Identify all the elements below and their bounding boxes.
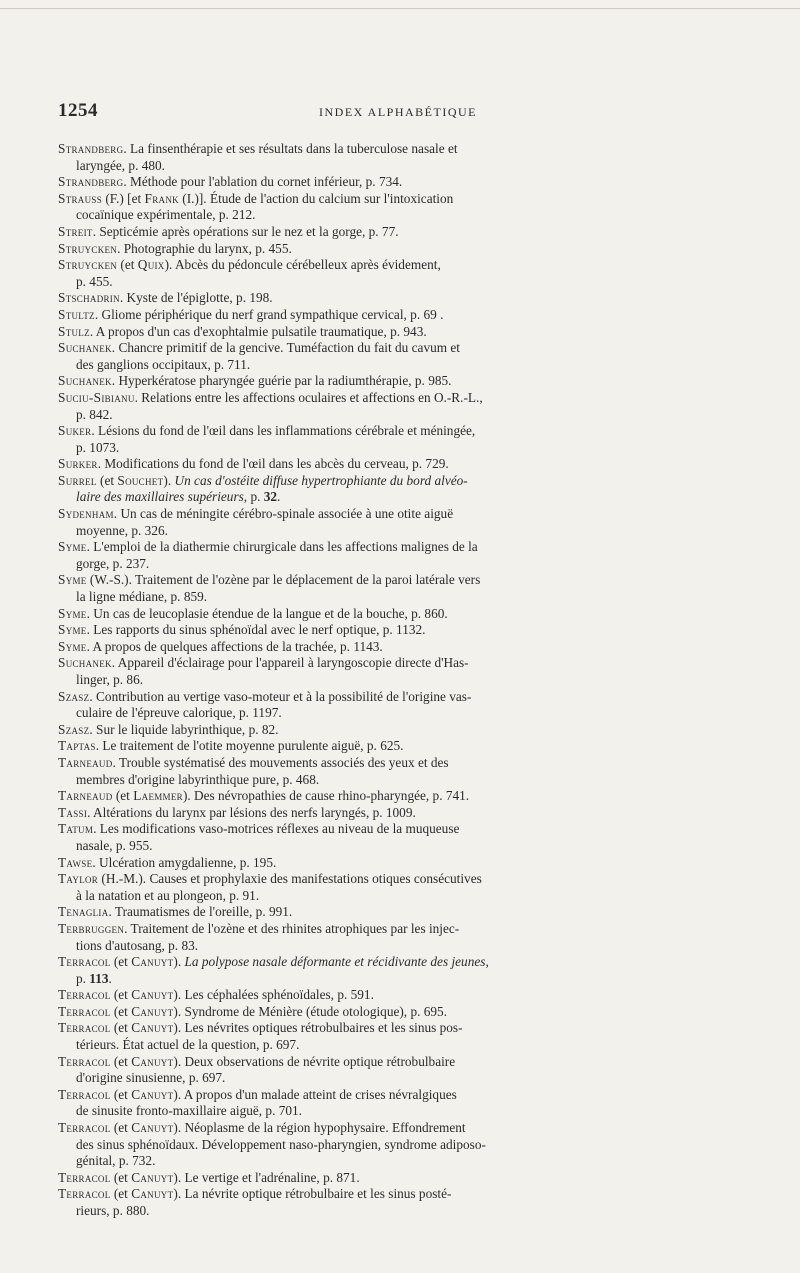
entry-continuation-line <box>58 1203 740 1220</box>
index-entry <box>58 1120 740 1170</box>
entry-first-line <box>58 373 740 390</box>
author-name: Syme <box>58 605 87 621</box>
index-entry <box>58 257 740 290</box>
entry-text: . Ulcération amygdalienne, p. 195. <box>92 854 277 870</box>
index-entry <box>58 655 740 688</box>
entry-text: . <box>277 489 281 505</box>
entry-text: ). Abcès du pédoncule cérébelleux après évidement, <box>164 257 441 273</box>
entry-first-line <box>58 606 740 623</box>
author-name: Syme <box>58 539 87 555</box>
entry-text: (et <box>110 1003 132 1019</box>
entry-text: . Contribution au vertige vaso-moteur et à la possibilité de l'origine vas- <box>89 688 472 704</box>
entry-text: . La finsenthérapie et ses résultats dans la tuberculose nasale et <box>123 141 458 156</box>
entry-text: tions d'autosang, p. 83. <box>76 937 199 953</box>
entry-continuation-line <box>58 838 740 855</box>
entry-text: génital, p. 732. <box>76 1153 156 1169</box>
index-entry <box>58 755 740 788</box>
author-name: Terracol <box>58 1186 111 1202</box>
author-name: Canuyt <box>131 954 174 970</box>
entry-text: ). Les céphalées sphénoïdales, p. 591. <box>173 987 374 1003</box>
entry-text: . Un cas de méningite cérébro-spinale associée à une otite aiguë <box>113 506 454 522</box>
index-entry <box>58 1004 740 1021</box>
author-name: Terracol <box>58 1053 111 1069</box>
entry-text: (et <box>117 257 138 273</box>
entry-first-line <box>58 423 740 440</box>
index-entry <box>58 1087 740 1120</box>
entry-text: . A propos de quelques affections de la trachée, p. 1143. <box>86 638 383 654</box>
entry-continuation-line <box>58 1037 740 1054</box>
author-name: Terracol <box>58 1003 111 1019</box>
entry-first-line <box>58 191 740 208</box>
author-name: Suchanek <box>58 373 112 389</box>
author-name: Frank <box>144 190 179 206</box>
entry-text: (et <box>110 987 132 1003</box>
entry-text: . Photographie du larynx, p. 455. <box>117 240 292 256</box>
index-entries <box>58 141 740 1220</box>
entry-text: p. 455. <box>76 273 113 289</box>
author-name: Canuyt <box>131 1086 174 1102</box>
index-entry <box>58 871 740 904</box>
entry-first-line <box>58 1120 740 1137</box>
entry-continuation-line <box>58 207 740 224</box>
page-header <box>58 100 738 126</box>
entry-first-line <box>58 324 740 341</box>
author-name: Taptas <box>58 738 96 754</box>
author-name: Syme <box>58 638 87 654</box>
author-name: Surker <box>58 456 98 472</box>
entry-text: ). Le vertige et l'adrénaline, p. 871. <box>173 1169 360 1185</box>
entry-continuation-line <box>58 938 740 955</box>
author-name: Laemmer <box>133 788 183 804</box>
entry-continuation-line <box>58 440 740 457</box>
entry-text: . Gliome périphérique du nerf grand sympathique cervical, p. 69 . <box>94 306 444 322</box>
entry-text: . Chancre primitif de la gencive. Tuméfaction du fait du cavum et <box>111 340 461 356</box>
entry-text: (I.)]. Étude de l'action du calcium sur l'intoxication <box>178 190 454 206</box>
author-name: Strandberg <box>58 174 124 190</box>
index-entry <box>58 324 740 341</box>
entry-first-line <box>58 506 740 523</box>
volume-ref: 113 <box>89 970 109 986</box>
entry-first-line <box>58 572 740 589</box>
entry-first-line <box>58 1054 740 1071</box>
index-entry <box>58 954 740 987</box>
entry-text: linger, p. 86. <box>76 672 144 687</box>
entry-continuation-line <box>58 274 740 291</box>
entry-text: . Modifications du fond de l'œil dans les abcès du cerveau, p. 729. <box>97 456 449 472</box>
index-entry <box>58 423 740 456</box>
author-name: Terracol <box>58 954 111 970</box>
entry-text: , p. <box>243 489 264 505</box>
author-name: Suchanek <box>58 655 112 671</box>
entry-text: la ligne médiane, p. 859. <box>76 589 208 605</box>
index-entry <box>58 373 740 390</box>
entry-continuation-line <box>58 772 740 789</box>
index-entry <box>58 572 740 605</box>
page-number: 1254 <box>58 100 98 121</box>
index-entry <box>58 1054 740 1087</box>
author-name: Struycken <box>58 257 118 273</box>
index-entry <box>58 987 740 1004</box>
entry-text: membres d'origine labyrinthique pure, p. 468. <box>76 771 320 787</box>
entry-text: (et <box>110 1020 132 1036</box>
index-entry <box>58 307 740 324</box>
author-name: Szasz <box>58 721 90 737</box>
author-name: Streit <box>58 223 93 239</box>
entry-text: (et <box>110 1053 132 1069</box>
index-entry <box>58 539 740 572</box>
author-name: Surrel <box>58 472 97 488</box>
entry-continuation-line <box>58 1070 740 1087</box>
entry-text: . Lésions du fond de l'œil dans les inflammations cérébrale et méningée, <box>91 423 476 439</box>
author-name: Stulz <box>58 323 90 339</box>
entry-text: . Traumatismes de l'oreille, p. 991. <box>108 904 293 920</box>
entry-text: de sinusite fronto-maxillaire aiguë, p. 701. <box>76 1103 302 1119</box>
index-entry <box>58 855 740 872</box>
author-name: Sydenham <box>58 506 114 522</box>
author-name: Canuyt <box>131 1186 174 1202</box>
entry-text: (H.-M.). Causes et prophylaxie des manifestations otiques consécutives <box>98 871 482 887</box>
entry-first-line <box>58 722 740 739</box>
index-entry <box>58 821 740 854</box>
entry-text: (et <box>110 1169 132 1185</box>
author-name: Canuyt <box>131 1169 174 1185</box>
entry-first-line <box>58 871 740 888</box>
entry-first-line <box>58 456 740 473</box>
index-entry <box>58 805 740 822</box>
index-entry <box>58 224 740 241</box>
entry-first-line <box>58 755 740 772</box>
entry-first-line <box>58 307 740 324</box>
entry-text: ). Les névrites optiques rétrobulbaires et les sinus pos- <box>173 1020 463 1036</box>
entry-first-line <box>58 340 740 357</box>
entry-continuation-line <box>58 1103 740 1120</box>
entry-text: (et <box>110 954 132 970</box>
entry-text: . Relations entre les affections oculaires et affections en O.-R.-L., <box>134 389 483 405</box>
entry-continuation-line <box>58 888 740 905</box>
author-name: Strauss <box>58 190 103 206</box>
entry-first-line <box>58 805 740 822</box>
author-name: Stschadrin <box>58 290 120 306</box>
entry-text: térieurs. État actuel de la question, p. 697. <box>76 1037 300 1053</box>
page-edge-line <box>0 8 800 9</box>
index-entry <box>58 1186 740 1219</box>
entry-text: (et <box>96 472 118 488</box>
entry-text: culaire de l'épreuve calorique, p. 1197. <box>76 705 282 721</box>
entry-continuation-line <box>58 158 740 175</box>
entry-text: ). <box>163 472 175 488</box>
author-name: Szasz <box>58 688 90 704</box>
index-entry <box>58 788 740 805</box>
entry-text: ). Néoplasme de la région hypophysaire. Effondrement <box>173 1120 466 1136</box>
index-entry <box>58 506 740 539</box>
entry-first-line <box>58 622 740 639</box>
entry-continuation-line <box>58 672 740 689</box>
index-entry <box>58 191 740 224</box>
entry-text: p. 842. <box>76 406 113 422</box>
author-name: Strandberg <box>58 141 124 156</box>
entry-first-line <box>58 855 740 872</box>
entry-first-line <box>58 290 740 307</box>
author-name: Terracol <box>58 987 111 1003</box>
index-entry <box>58 689 740 722</box>
entry-first-line <box>58 1170 740 1187</box>
author-name: Terracol <box>58 1120 111 1136</box>
entry-text: ). La névrite optique rétrobulbaire et les sinus posté- <box>173 1186 452 1202</box>
author-name: Terracol <box>58 1169 111 1185</box>
entry-text: . Septicémie après opérations sur le nez et la gorge, p. 77. <box>92 223 399 239</box>
entry-text: (W.-S.). Traitement de l'ozène par le déplacement de la paroi latérale vers <box>86 572 481 588</box>
index-entry <box>58 456 740 473</box>
entry-first-line <box>58 473 740 490</box>
index-entry <box>58 174 740 191</box>
entry-text: (F.) [et <box>102 190 145 206</box>
index-entry <box>58 1020 740 1053</box>
entry-continuation-line <box>58 1153 740 1170</box>
entry-text: . Traitement de l'ozène et des rhinites atrophiques par les injec- <box>124 920 460 936</box>
index-entry <box>58 921 740 954</box>
entry-text: des sinus sphénoïdaux. Développement naso-pharyngien, syndrome adiposo- <box>76 1136 486 1152</box>
entry-text: , <box>485 954 489 970</box>
author-name: Suciu-Sibianu <box>58 389 135 405</box>
entry-text: ). A propos d'un malade atteint de crises névralgiques <box>173 1086 457 1102</box>
entry-text: à la natation et au plongeon, p. 91. <box>76 887 260 903</box>
entry-first-line <box>58 390 740 407</box>
entry-continuation-line <box>58 705 740 722</box>
entry-text: . Appareil d'éclairage pour l'appareil à laryngoscopie directe d'Has- <box>111 655 469 671</box>
entry-first-line <box>58 639 740 656</box>
entry-text: p. <box>76 970 90 986</box>
author-name: Struycken <box>58 240 118 256</box>
entry-first-line <box>58 241 740 258</box>
entry-text: . A propos d'un cas d'exophtalmie pulsatile traumatique, p. 943. <box>89 323 427 339</box>
index-entry <box>58 904 740 921</box>
entry-text: . L'emploi de la diathermie chirurgicale dans les affections malignes de la <box>86 539 478 555</box>
author-name: Syme <box>58 622 87 638</box>
entry-text: . <box>108 970 112 986</box>
author-name: Tatum <box>58 821 94 837</box>
author-name: Stultz <box>58 306 95 322</box>
entry-continuation-line <box>58 971 740 988</box>
title-italic: La polypose nasale déformante et récidivante des jeunes <box>184 954 486 970</box>
author-name: Tassi <box>58 804 88 820</box>
entry-first-line <box>58 921 740 938</box>
index-entry <box>58 606 740 623</box>
entry-first-line <box>58 1087 740 1104</box>
entry-text: ). Deux observations de névrite optique rétrobulbaire <box>173 1053 456 1069</box>
author-name: Canuyt <box>131 1053 174 1069</box>
index-entry <box>58 738 740 755</box>
entry-text: nasale, p. 955. <box>76 837 153 853</box>
index-entry <box>58 622 740 639</box>
author-name: Tarneaud <box>58 788 113 804</box>
entry-text: . Sur le liquide labyrinthique, p. 82. <box>89 721 279 737</box>
entry-text: . Altérations du larynx par lésions des nerfs laryngés, p. 1009. <box>87 804 416 820</box>
entry-first-line <box>58 539 740 556</box>
entry-first-line <box>58 904 740 921</box>
entry-first-line <box>58 257 740 274</box>
entry-text: p. 1073. <box>76 439 120 455</box>
index-entry <box>58 1170 740 1187</box>
entry-continuation-line <box>58 1137 740 1154</box>
author-name: Taylor <box>58 871 99 887</box>
entry-text: . Les rapports du sinus sphénoïdal avec le nerf optique, p. 1132. <box>86 622 426 638</box>
index-entry <box>58 241 740 258</box>
entry-text: . Le traitement de l'otite moyenne purulente aiguë, p. 625. <box>95 738 404 754</box>
entry-continuation-line <box>58 407 740 424</box>
entry-text: (et <box>110 1120 132 1136</box>
index-entry <box>58 390 740 423</box>
entry-first-line <box>58 738 740 755</box>
entry-first-line <box>58 174 740 191</box>
entry-text: (et <box>112 788 134 804</box>
author-name: Tenaglia <box>58 904 109 920</box>
author-name: Canuyt <box>131 1120 174 1136</box>
author-name: Souchet <box>117 472 164 488</box>
author-name: Terbruggen <box>58 920 125 936</box>
entry-text: gorge, p. 237. <box>76 555 150 571</box>
author-name: Suchanek <box>58 340 112 356</box>
title-italic: laire des maxillaires supérieurs <box>76 489 244 505</box>
entry-first-line <box>58 987 740 1004</box>
index-entry <box>58 639 740 656</box>
entry-first-line <box>58 224 740 241</box>
author-name: Tawse <box>58 854 93 870</box>
author-name: Tarneaud <box>58 754 113 770</box>
entry-text: d'origine sinusienne, p. 697. <box>76 1070 226 1086</box>
entry-text: moyenne, p. 326. <box>76 522 168 538</box>
entry-text: (et <box>110 1186 132 1202</box>
author-name: Terracol <box>58 1020 111 1036</box>
title-italic: Un cas d'ostéite diffuse hypertrophiante du bord alvéo- <box>174 472 468 488</box>
index-entry <box>58 290 740 307</box>
entry-first-line <box>58 141 740 158</box>
author-name: Terracol <box>58 1086 111 1102</box>
author-name: Canuyt <box>131 1020 174 1036</box>
author-name: Suker <box>58 423 92 439</box>
author-name: Quix <box>137 257 165 273</box>
entry-text: (et <box>110 1086 132 1102</box>
entry-first-line <box>58 788 740 805</box>
entry-text: . Les modifications vaso-motrices réflexes au niveau de la muqueuse <box>93 821 460 837</box>
entry-text: rieurs, p. 880. <box>76 1203 150 1218</box>
entry-text: ). <box>173 954 185 970</box>
entry-first-line <box>58 1186 740 1203</box>
index-entry <box>58 141 740 174</box>
entry-first-line <box>58 689 740 706</box>
author-name: Canuyt <box>131 1003 174 1019</box>
entry-continuation-line <box>58 357 740 374</box>
entry-text: cocaïnique expérimentale, p. 212. <box>76 207 256 223</box>
entry-first-line <box>58 821 740 838</box>
entry-first-line <box>58 655 740 672</box>
entry-first-line <box>58 1020 740 1037</box>
entry-text: ). Syndrome de Ménière (étude otologique), p. 695. <box>173 1003 448 1019</box>
entry-text: des ganglions occipitaux, p. 711. <box>76 356 251 372</box>
entry-text: . Un cas de leucoplasie étendue de la langue et de la bouche, p. 860. <box>86 605 448 621</box>
entry-continuation-line <box>58 523 740 540</box>
index-entry <box>58 340 740 373</box>
index-entry <box>58 722 740 739</box>
entry-text: laryngée, p. 480. <box>76 157 165 173</box>
entry-continuation-line <box>58 589 740 606</box>
volume-ref: 32 <box>263 489 278 505</box>
running-title: INDEX ALPHABÉTIQUE <box>319 105 477 119</box>
entry-continuation-line <box>58 556 740 573</box>
author-name: Canuyt <box>131 987 174 1003</box>
author-name: Syme <box>58 572 87 588</box>
entry-text: ). Des névropathies de cause rhino-pharyngée, p. 741. <box>182 788 470 804</box>
entry-first-line <box>58 1004 740 1021</box>
index-entry <box>58 473 740 506</box>
entry-text: . Méthode pour l'ablation du cornet inférieur, p. 734. <box>123 174 403 190</box>
entry-text: . Hyperkératose pharyngée guérie par la radiumthérapie, p. 985. <box>111 373 452 389</box>
entry-continuation-line <box>58 489 740 506</box>
entry-text: . Kyste de l'épiglotte, p. 198. <box>119 290 273 306</box>
entry-text: . Trouble systématisé des mouvements associés des yeux et des <box>112 754 449 770</box>
entry-first-line <box>58 954 740 971</box>
